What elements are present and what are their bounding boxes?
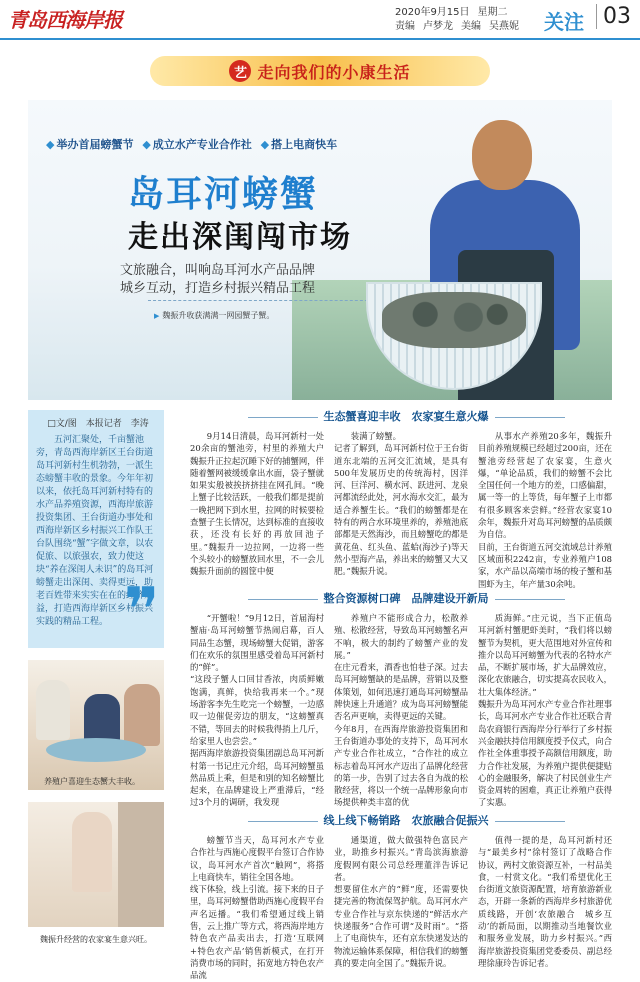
editor-name: 卢梦龙 (423, 21, 453, 32)
designer-label: 美编 (461, 21, 481, 32)
deck (120, 262, 315, 298)
section-name: 关注 (544, 10, 584, 34)
section-title: 整合资源树口碑 品牌建设开新局 (200, 590, 612, 606)
headline-sub: 走出深闺闯市场 (128, 220, 352, 255)
article-column: 养殖户不能形成合力，松散养殖、松散经营，导致岛耳河螃蟹名声不响，极大的制约了螃蟹产业的发展。” 在庄元看来，酒香也怕巷子深。过去岛耳河螃蟹缺的是品牌，营销以及整体策划，如何迅速打通岛耳河螃蟹品牌快速上升通道？成为岛耳河螃蟹能否名声更响，卖得更远的关键。 今年8月，在西海岸旅游投资集团和王台街道办事处的支持下，岛耳河水产专业合作社成立，“合作社的成立标志着岛耳河水产迈出了品牌化经营的第一步，告别了过去各自为战的松散经营，将以一个统一品牌形象向市场提供种类丰富的优 (334, 613, 468, 808)
banner-text: 走向我们的小康生活 (257, 62, 411, 82)
lead-summary-box (28, 410, 164, 648)
person-figure (124, 684, 160, 746)
newspaper-logo: 青岛西海岸报 (8, 8, 122, 32)
article-column: 螃蟹节当天，岛耳河水产专业合作社与西施心度假平台签订合作协议，岛耳河水产首次“触网”，将搭上电商快车，销往全国各地。 线下体验，线上引流。接下来的日子里，岛耳河螃蟹借助西施心度假平台声名远播。“我们希望通过线上销售，云上推广等方式，将西海岸地方特色农产品卖出去，打造‘互联网+特色农产品’销售新模式，在打开消费市场的同时，拓宽地方特色农产品流 (190, 835, 324, 981)
photo-farm-restaurant (28, 802, 164, 927)
crabs (382, 292, 526, 348)
editor-label: 责编 (395, 21, 415, 32)
farmer-head (472, 120, 532, 190)
designer-name: 吴燕妮 (489, 21, 519, 32)
banner-emblem-icon: 艺 (229, 60, 251, 82)
byline: □文/图 本报记者 李涛 (47, 419, 149, 429)
issue-date: 2020年9月15日 (395, 7, 470, 18)
article-column: 质海鲜。”庄元说，当下正值岛耳河新村蟹肥虾美时，“我们将以螃蟹节为契机，更大范围地对外宣传和推介以岛耳河螃蟹为代表的名特水产品，不断扩展市场，扩大品牌效应，深化农旅融合，切实提高农民收入，壮大集体经济。” 魏振升为岛耳河水产专业合作社理事长，岛耳河水产专业合作社还联合青岛农商银行西海岸分行举行了乡村振兴金融扶持信用额度授予仪式，向合作社全体重事授予高额信用额度，助力合作社发展，为养殖户提供便捷贴心的金融服务，解决了村民创业生产资金周转的困难，真正让养殖户获得了实惠。 (478, 613, 612, 808)
hero-bullet: ◆ 举办首届螃蟹节 (46, 138, 133, 151)
person-figure (84, 694, 120, 744)
issue-meta (395, 6, 527, 34)
photo-crab-harvest (28, 660, 164, 790)
column-banner (150, 56, 490, 86)
photo-caption: 养殖户喜迎生态蟹大丰收。 (44, 777, 140, 786)
quote-mark-icon: ❞ (124, 575, 160, 645)
article-column: 9月14日清晨，岛耳河新村一处20余亩的蟹池旁，村里的养殖大户魏振升正拉起沉睡下好的捕蟹网，伴随着蟹网被缓缓拿出水面，袋子蟹就如果实般被挨挤挤挂在网孔间。“晚上蟹子比较活跃，一般我们都是提前一晚把网下到水里，拉网的时候要检查蟹子生长情况，达到标准的直接收获，还没有长好的再放回池子里。”魏振升一边拉网，一边将一些个头较小的螃蟹放回水里，不一会儿魏振升面前的圆筐中便 (190, 431, 324, 577)
headline-main: 岛耳河螃蟹 (128, 174, 319, 215)
lead-summary: 五河汇聚处，千亩蟹池旁，青岛西海岸新区王台街道岛耳河新村生机勃勃，一派生态螃蟹丰收的景象。今年年初以来，依托岛耳河新村特有的水产品养殖资源，西海岸旅游投资集团、王台街道办事处和西海岸新区乡村振兴工作队王台队围绕“蟹”字做文章，以农促旅、以旅强农，致力使这块“养在深闺人未识”的岛耳河螃蟹走出深闺、卖得更远，助老百姓带来实实在在的经济效益，打造西海岸新区乡村振兴实践的精品工程。 (36, 435, 154, 627)
deck-line: 城乡互动，打造乡村振兴精品工程 (120, 281, 316, 296)
article-column: 装满了螃蟹。 记者了解到，岛耳河新村位于王台街道东北端的五河交汇流域，是具有500年发展历史的传统海村，因洋河、巨洋河、横水河、跃进河、龙泉河都流经此处，河水海水交汇，最为适合养蟹生长。“我们的螃蟹都是在特有的两合水环境里养的，养殖池底部都是天然海沙，而且螃蟹吃的都是黄花鱼、红头鱼、蓝蛤(海沙子)等天然小型海产品，养出来的螃蟹又大又肥。”魏振升说。 (334, 431, 468, 577)
issue-weekday: 星期二 (477, 7, 508, 18)
hero-bullet: ◆ 搭上电商快车 (261, 138, 337, 151)
hero-bullet: ◆ 成立水产专业合作社 (142, 138, 251, 151)
person-figure (72, 812, 112, 892)
kitchen-wall (118, 802, 164, 927)
section-title: 生态蟹喜迎丰收 农家宴生意火爆 (200, 408, 612, 424)
hero-bullets (46, 136, 342, 152)
article-column: “开蟹啦！”9月12日，首届海村蟹庙·岛耳河螃蟹节热闹启幕，百人同品生态蟹，现场螃蟹大促销，游客们在欢乐的氛围里感受着岛耳河新村的“鲜”。 “这段子蟹人口回甘香浓，肉质鲜嫩饱满，真鲜，快给我再来一个。”现场游客李先生吃完一个螃蟹，一边感叹一边催促旁边的朋友，“这螃蟹真不错，等回去的时候我得捎上几斤，给家里人也尝尝。” 据西海岸旅游投资集团副总岛耳河新村第一书记庄元介绍，岛耳河螃蟹虽然品质上乘，但是和别的知名螃蟹比起来，在品牌建设上严重滞后，“经过3个月的调研，我发现 (190, 613, 324, 808)
crab-tub (46, 738, 146, 762)
article-column: 从事水产养殖20多年，魏振升目前养殖规模已经超过200亩，还在蟹池旁经营起了农家宴，生意火爆，“单论品质，我们的螃蟹不会比全国任何一个地方的差，口感偏甜，属一等一的上等货，每年蟹子上市都有很多顾客来尝鲜。”经营农家宴10余年，魏振升对岛耳河螃蟹的品质颇为自信。 目前，王台街道五河交流域总计养殖区域面积2242亩，专业养殖户108家，水产品以高端市场的梭子蟹和基围虾为主，年产量30余吨。 (478, 431, 612, 589)
photo-caption: 魏振升经营的农家宴生意兴旺。 (40, 935, 152, 944)
person-figure (36, 680, 70, 740)
dashed-rule (148, 300, 378, 301)
section-title: 线上线下畅销路 农旅融合促振兴 (200, 812, 612, 828)
hero-caption: ▶ 魏振升收获满满一网园蟹子蟹。 (154, 310, 274, 321)
deck-line: 文旅融合，叫响岛耳河水产品品牌 (120, 263, 316, 278)
page-number: 03 (596, 4, 631, 29)
article-column: 值得一提的是，岛耳河新村还与“最美乡村”徐村签订了战略合作协议，两村文旅资源互补，一村品美食，一村赏文化。“我们希望优化王台街道文旅资源配置，培育旅游新业态，开辟一条新的西海岸乡村旅游优质线路，开创‘农旅融合 城乡互动’的新局面，以期推动当地餐饮业和服务业发展，助力乡村振兴。”西海岸旅游投资集团党委委员、副总经理徐康玲告诉记者。 (478, 835, 612, 968)
masthead (0, 0, 640, 40)
article-column: 通渠道，做大做强特色富民产业，助推乡村振兴。”青岛滨海旅游度假网有限公司总经理董泮告诉记者。 想要留住水产的“鲜”度，还需要快捷完善的物流保驾护航。岛耳河水产专业合作社与京东快递的“鲜活水产快递服务”合作可谓“及时雨”。“搭上了电商快车，还有京东快递发达的物流运输体系保障，相信我们的螃蟹真的要走向全国了。”魏振升说。 (334, 835, 468, 968)
